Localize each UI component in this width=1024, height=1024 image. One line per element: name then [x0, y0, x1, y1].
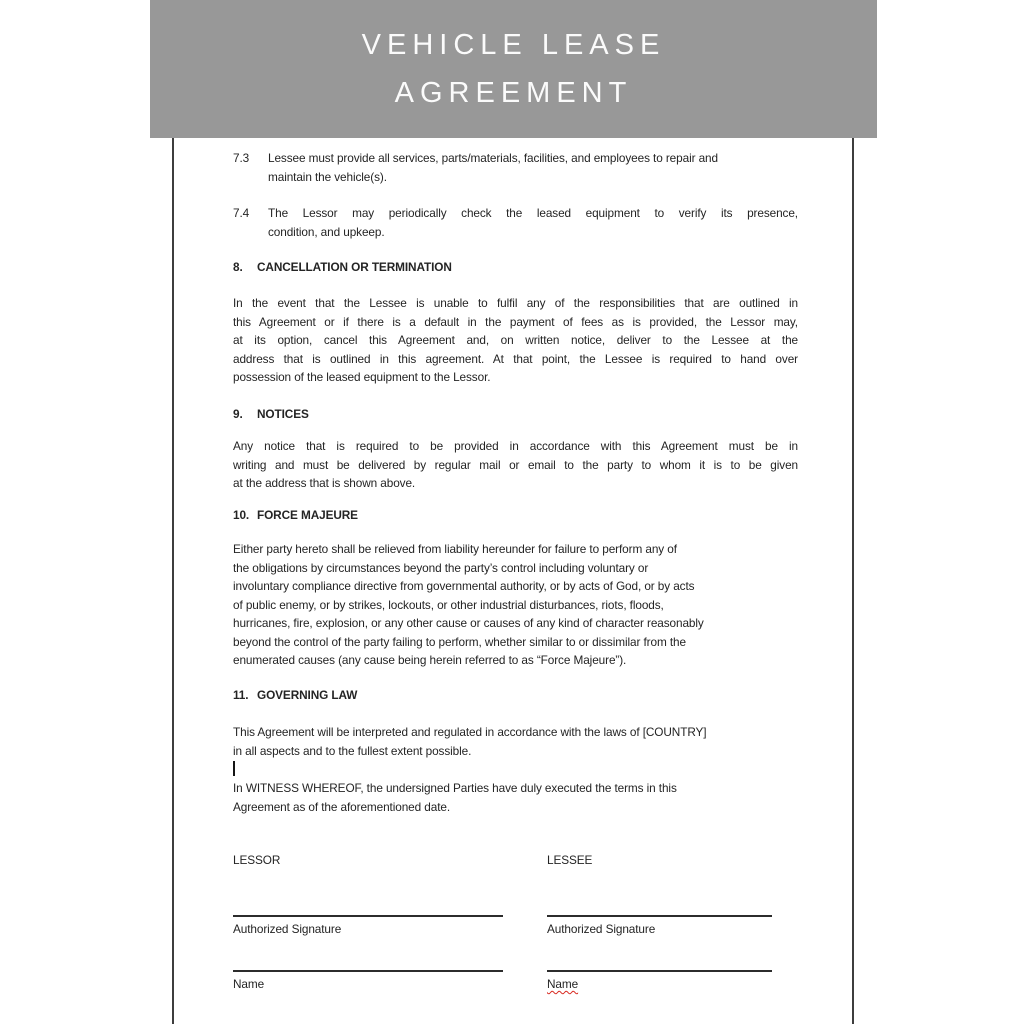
lessor-label: LESSOR: [233, 853, 281, 867]
clause-7-4: [233, 204, 798, 241]
section-body-notices: Any notice that is required to be provided in accordance with this Agreement must be in writing and must be delivered by regular mail or email to the party to whom it is to be given at the address that is shown above.: [233, 439, 798, 490]
document-text-area[interactable]: [233, 138, 798, 994]
signature-block: [233, 851, 798, 994]
section-heading-governing-law: [233, 686, 798, 705]
section-body-governing-law: This Agreement will be interpreted and regulated in accordance with the laws of [COUNTRY] in all aspects and to the fullest extent possible.: [233, 725, 707, 758]
lessee-name-label-text: Name: [547, 977, 579, 991]
document-title-line-1: VEHICLE LEASE: [361, 29, 666, 61]
section-body-force-majeure: Either party hereto shall be relieved from liability hereunder for failure to perform any of the obligations by circumstances beyond the party’s control including voluntary or involuntary compliance directive from governmental authority, or by acts of God, or by acts of public enemy, or by strikes, lockouts, or other industrial disturbances, riots, floods, hurricanes, fire, explosion, or any other cause or causes of any kind of character reasonably beyond the control of the party failing to perform, whether similar to or dissimilar from the enumerated causes (any cause being herein referred to as “Force Majeure”).: [233, 542, 704, 667]
section-title: FORCE MAJEURE: [257, 508, 358, 522]
page-border-left: [172, 138, 174, 1024]
title-banner: [150, 0, 877, 138]
lessee-name-label: [547, 975, 772, 994]
clause-number: 7.4: [233, 206, 250, 220]
clause-number: 7.3: [233, 151, 250, 165]
lessee-name-line: [547, 970, 772, 972]
lessee-signature-column: [547, 851, 772, 994]
section-title: GOVERNING LAW: [257, 688, 358, 702]
lessor-signature-line: [233, 915, 503, 917]
lessor-authorized-signature-label: Authorized Signature: [233, 921, 342, 936]
lessee-authorized-signature-label: Authorized Signature: [547, 921, 656, 936]
section-number: 11.: [233, 688, 249, 702]
lessee-label: LESSEE: [547, 853, 593, 867]
witness-clause: In WITNESS WHEREOF, the undersigned Parties have duly executed the terms in this Agreement as of the aforementioned date.: [233, 781, 677, 814]
section-title: CANCELLATION OR TERMINATION: [257, 260, 452, 274]
section-title: NOTICES: [257, 407, 309, 421]
lessee-signature-line: [547, 915, 772, 917]
lessor-name-line: [233, 970, 503, 972]
page-border-right: [852, 138, 854, 1024]
clause-7-3: [233, 149, 798, 186]
section-heading-notices: [233, 405, 798, 424]
section-number: 8.: [233, 260, 243, 274]
document-title-line-2: AGREEMENT: [394, 77, 633, 109]
text-cursor: [233, 761, 235, 776]
section-number: 9.: [233, 407, 243, 421]
lessor-signature-column: [233, 851, 503, 994]
section-number: 10.: [233, 508, 250, 522]
section-body-cancellation: In the event that the Lessee is unable to fulfil any of the responsibilities that are outlined in this Agreement or if there is a default in the payment of fees as is provided, the Lessor may, at its option, cancel this Agreement and, on written notice, deliver to the Lessee at the address that is outlined in this agreement. At that point, the Lessee is required to hand over possession of the leased equipment to the Lessor.: [233, 296, 798, 384]
lessor-name-label: Name: [233, 977, 265, 991]
text-cursor-row: [233, 761, 798, 779]
clause-text: The Lessor may periodically check the leased equipment to verify its presence, condition, and upkeep.: [268, 206, 798, 239]
section-heading-cancellation: [233, 258, 798, 277]
clause-text: Lessee must provide all services, parts/materials, facilities, and employees to repair and maintain the vehicle(s).: [268, 151, 718, 184]
section-heading-force-majeure: [233, 506, 798, 525]
